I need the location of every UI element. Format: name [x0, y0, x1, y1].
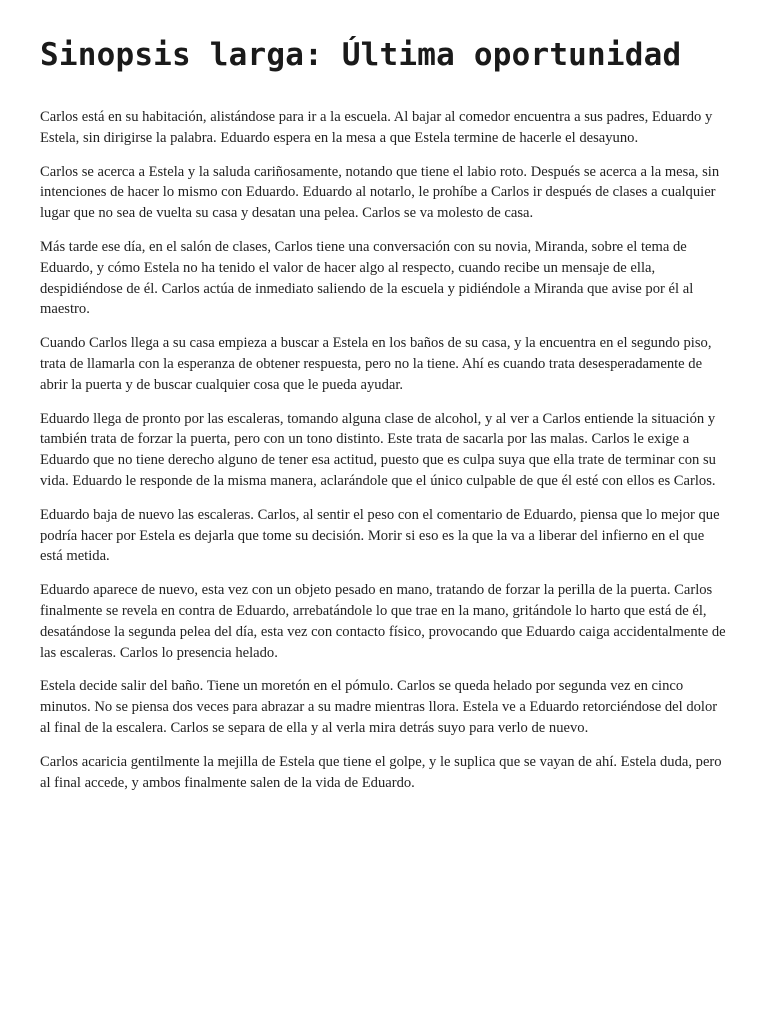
- paragraph-3: Más tarde ese día, en el salón de clases, Carlos tiene una conversación con su novia, Miranda, sobre el tema de Eduardo, y cómo Estela no ha tenido el valor de hacer algo al respecto, cuando recibe un mensaje de ella, despidiéndose de él. Carlos actúa de inmediato saliendo de la escuela y pidiéndole a Miranda que avise por él al maestro.: [40, 238, 694, 318]
- paragraph-9: Carlos acaricia gentilmente la mejilla de Estela que tiene el golpe, y le suplica que se vayan de ahí. Estela duda, pero al final accede, y ambos finalmente salen de la vida de Eduardo.: [40, 753, 722, 791]
- paragraph-1: Carlos está en su habitación, alistándose para ir a la escuela. Al bajar al comedor encuentra a sus padres, Eduardo y Estela, sin dirigirse la palabra. Eduardo espera en la mesa a que Estela termine de hacerle el desayuno.: [40, 109, 713, 146]
- paragraph-4: Cuando Carlos llega a su casa empieza a buscar a Estela en los baños de su casa, y la encuentra en el segundo piso, trata de llamarla con la esperanza de obtener respuesta, pero no la tiene. Ahí es cuando trata desesperadamente de abrir la puerta y de buscar cualquier cosa que le pueda ayudar.: [40, 335, 712, 393]
- paragraph-5: Eduardo llega de pronto por las escaleras, tomando alguna clase de alcohol, y al ver a Carlos entiende la situación y también trata de forzar la puerta, pero con un tono distinto. Este trata de sacarla por las malas. Carlos le exige a Eduardo que no tiene derecho alguno de tener esa actitud, puesto que es culpa suya que ella trate de terminar con su vida. Eduardo le responde de la misma manera, aclarándole que el único culpable de que él esté con ellos es Carlos.: [40, 410, 716, 489]
- document-page: [40, 28, 730, 806]
- paragraph-2: Carlos se acerca a Estela y la saluda cariñosamente, notando que tiene el labio roto. Después se acerca a la mesa, sin intenciones de hacer lo mismo con Eduardo. Eduardo al notarlo, le prohíbe a Carlos ir después de clases a cualquier lugar que no sea de vuelta su casa y desatan una pelea. Carlos se va molesto de casa.: [40, 163, 720, 222]
- paragraph-6: Eduardo baja de nuevo las escaleras. Carlos, al sentir el peso con el comentario de Eduardo, piensa que lo mejor que podría hacer por Estela es dejarla que tome su decisión. Morir si eso es la que la va a liberar del infierno en el que está metida.: [40, 506, 720, 565]
- page-title: Sinopsis larga: Última oportunidad: [40, 37, 682, 73]
- paragraph-8: Estela decide salir del baño. Tiene un moretón en el pómulo. Carlos se queda helado por segunda vez en cinco minutos. No se piensa dos veces para abrazar a su madre mientras llora. Estela ve a Eduardo retorciéndose del dolor al final de la escalera. Carlos se separa de ella y al verla mira detrás suyo para verlo de nuevo.: [40, 678, 718, 736]
- paragraph-7: Eduardo aparece de nuevo, esta vez con un objeto pesado en mano, tratando de forzar la perilla de la puerta. Carlos finalmente se revela en contra de Eduardo, arrebatándole lo que trae en la mano, gritándole lo harto que está de él, desatándose la segunda pelea del día, esta vez con contacto físico, provocando que Eduardo caiga accidentalmente de las escaleras. Carlos lo presencia helado.: [40, 582, 726, 661]
